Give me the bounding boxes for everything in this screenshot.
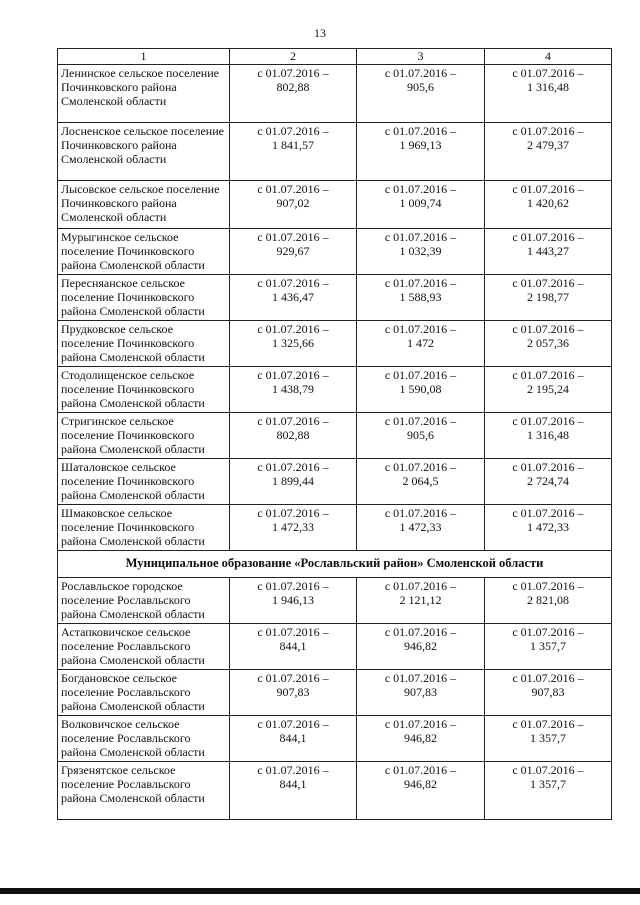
settlement-name: Лосненское сельское поселение Починковского района Смоленской области (58, 123, 230, 181)
table-row (58, 275, 612, 321)
value-amount: 929,67 (276, 244, 310, 258)
value-cell (230, 624, 357, 670)
settlement-name: Рославльское городское поселение Рославльского района Смоленской области (58, 578, 230, 624)
settlement-name: Стригинское сельское поселение Починковского района Смоленской области (58, 413, 230, 459)
table-row (58, 65, 612, 123)
value-cell (230, 716, 357, 762)
value-amount: 2 821,08 (527, 593, 569, 607)
value-period: с 01.07.2016 – (512, 671, 584, 685)
page-number: 13 (314, 26, 326, 40)
value-period: с 01.07.2016 – (257, 276, 329, 290)
settlement-name: Лысовское сельское поселение Починковского района Смоленской области (58, 181, 230, 229)
column-header-4: 4 (485, 49, 612, 65)
value-cell (357, 65, 485, 123)
column-header-2: 2 (230, 49, 357, 65)
value-amount: 907,83 (276, 685, 310, 699)
value-period: с 01.07.2016 – (512, 414, 584, 428)
value-amount: 802,88 (276, 80, 310, 94)
value-period: с 01.07.2016 – (384, 717, 457, 731)
value-amount: 1 472,33 (527, 520, 569, 534)
value-period: с 01.07.2016 – (257, 717, 329, 731)
value-amount: 1 032,39 (399, 244, 442, 258)
value-period: с 01.07.2016 – (384, 460, 457, 474)
value-amount: 1 946,13 (272, 593, 314, 607)
settlement-name: Стодолищенское сельское поселение Починковского района Смоленской области (58, 367, 230, 413)
value-period: с 01.07.2016 – (257, 671, 329, 685)
value-cell (357, 670, 485, 716)
value-amount: 1 438,79 (272, 382, 314, 396)
table-body (58, 65, 612, 820)
table-row (58, 624, 612, 670)
settlement-name: Волковичское сельское поселение Рославльского района Смоленской области (58, 716, 230, 762)
value-cell (230, 123, 357, 181)
table-row (58, 367, 612, 413)
value-cell (230, 275, 357, 321)
settlement-name: Мурыгинское сельское поселение Починковского района Смоленской области (58, 229, 230, 275)
value-period: с 01.07.2016 – (512, 506, 584, 520)
value-cell (357, 123, 485, 181)
value-amount: 2 121,12 (399, 593, 442, 607)
value-period: с 01.07.2016 – (384, 368, 457, 382)
table-row (58, 459, 612, 505)
value-cell (485, 321, 612, 367)
value-cell (485, 229, 612, 275)
value-cell (230, 321, 357, 367)
value-period: с 01.07.2016 – (512, 763, 584, 777)
table-row (58, 123, 612, 181)
value-period: с 01.07.2016 – (384, 124, 457, 138)
value-period: с 01.07.2016 – (257, 625, 329, 639)
table-row (58, 716, 612, 762)
value-cell (485, 762, 612, 820)
value-amount: 2 064,5 (402, 474, 439, 488)
value-cell (357, 275, 485, 321)
settlement-name: Богдановское сельское поселение Рославльского района Смоленской области (58, 670, 230, 716)
value-amount: 1 325,66 (272, 336, 314, 350)
value-cell (230, 65, 357, 123)
value-amount: 1 316,48 (527, 428, 569, 442)
value-period: с 01.07.2016 – (384, 230, 457, 244)
value-cell (230, 762, 357, 820)
value-amount: 1 969,13 (399, 138, 442, 152)
value-amount: 1 436,47 (272, 290, 314, 304)
value-cell (230, 229, 357, 275)
value-cell (485, 624, 612, 670)
value-amount: 905,6 (407, 80, 434, 94)
tariff-table (57, 48, 612, 820)
value-period: с 01.07.2016 – (257, 460, 329, 474)
value-cell (230, 181, 357, 229)
value-period: с 01.07.2016 – (384, 66, 457, 80)
value-amount: 1 899,44 (272, 474, 314, 488)
value-amount: 946,82 (404, 639, 437, 653)
value-period: с 01.07.2016 – (384, 276, 457, 290)
value-period: с 01.07.2016 – (257, 66, 329, 80)
value-cell (485, 413, 612, 459)
table-row (58, 505, 612, 551)
value-amount: 844,1 (279, 731, 307, 745)
value-period: с 01.07.2016 – (384, 579, 457, 593)
value-period: с 01.07.2016 – (257, 322, 329, 336)
value-amount: 1 590,08 (399, 382, 442, 396)
value-amount: 844,1 (279, 639, 307, 653)
value-amount: 907,02 (276, 196, 310, 210)
value-period: с 01.07.2016 – (512, 460, 584, 474)
table-row (58, 321, 612, 367)
value-cell (230, 670, 357, 716)
value-period: с 01.07.2016 – (512, 124, 584, 138)
value-cell (357, 716, 485, 762)
value-cell (485, 65, 612, 123)
value-amount: 2 057,36 (527, 336, 569, 350)
value-amount: 1 316,48 (527, 80, 569, 94)
value-period: с 01.07.2016 – (257, 414, 329, 428)
value-cell (357, 505, 485, 551)
value-period: с 01.07.2016 – (512, 66, 584, 80)
value-period: с 01.07.2016 – (512, 368, 584, 382)
value-amount: 1 357,7 (530, 731, 566, 745)
section-title: Муниципальное образование «Рославльский район» Смоленской области (58, 551, 612, 578)
value-amount: 1 472,33 (399, 520, 442, 534)
value-cell (230, 367, 357, 413)
value-cell (485, 459, 612, 505)
value-period: с 01.07.2016 – (512, 182, 584, 196)
value-cell (485, 505, 612, 551)
section-row (58, 551, 612, 578)
value-period: с 01.07.2016 – (384, 322, 457, 336)
value-period: с 01.07.2016 – (512, 625, 584, 639)
value-amount: 2 198,77 (527, 290, 569, 304)
value-cell (357, 181, 485, 229)
table-row (58, 578, 612, 624)
table-row (58, 670, 612, 716)
value-cell (357, 321, 485, 367)
column-header-1: 1 (58, 49, 230, 65)
value-cell (357, 578, 485, 624)
value-amount: 802,88 (276, 428, 310, 442)
value-period: с 01.07.2016 – (384, 763, 457, 777)
value-amount: 1 472,33 (272, 520, 314, 534)
value-amount: 844,1 (279, 777, 307, 791)
settlement-name: Грязенятское сельское поселение Рославльского района Смоленской области (58, 762, 230, 820)
value-period: с 01.07.2016 – (257, 579, 329, 593)
value-period: с 01.07.2016 – (512, 276, 584, 290)
value-period: с 01.07.2016 – (384, 414, 457, 428)
value-period: с 01.07.2016 – (512, 322, 584, 336)
value-amount: 2 479,37 (527, 138, 569, 152)
value-amount: 946,82 (404, 777, 437, 791)
value-cell (230, 459, 357, 505)
value-period: с 01.07.2016 – (384, 506, 457, 520)
value-period: с 01.07.2016 – (257, 182, 329, 196)
settlement-name: Шмаковское сельское поселение Починковского района Смоленской области (58, 505, 230, 551)
value-amount: 1 588,93 (399, 290, 442, 304)
settlement-name: Ленинское сельское поселение Починковского района Смоленской области (58, 65, 230, 123)
value-amount: 1 420,62 (527, 196, 569, 210)
value-amount: 1 357,7 (530, 639, 566, 653)
value-amount: 1 841,57 (272, 138, 314, 152)
settlement-name: Пересняанское сельское поселение Починковского района Смоленской области (58, 275, 230, 321)
value-cell (485, 367, 612, 413)
value-amount: 946,82 (404, 731, 437, 745)
settlement-name: Прудковское сельское поселение Починковского района Смоленской области (58, 321, 230, 367)
value-amount: 1 357,7 (530, 777, 566, 791)
table-row (58, 413, 612, 459)
value-cell (357, 624, 485, 670)
value-cell (357, 367, 485, 413)
value-cell (230, 413, 357, 459)
value-period: с 01.07.2016 – (257, 230, 329, 244)
settlement-name: Шаталовское сельское поселение Починковского района Смоленской области (58, 459, 230, 505)
value-period: с 01.07.2016 – (257, 368, 329, 382)
value-period: с 01.07.2016 – (512, 717, 584, 731)
table-header (58, 49, 612, 65)
page-bottom-rule (0, 888, 640, 894)
table-row (58, 229, 612, 275)
value-cell (485, 181, 612, 229)
value-cell (230, 578, 357, 624)
value-cell (357, 413, 485, 459)
value-amount: 1 443,27 (527, 244, 569, 258)
value-cell (485, 275, 612, 321)
value-cell (485, 123, 612, 181)
table-row (58, 762, 612, 820)
value-period: с 01.07.2016 – (257, 763, 329, 777)
value-period: с 01.07.2016 – (512, 579, 584, 593)
settlement-name: Астапковичское сельское поселение Рославльского района Смоленской области (58, 624, 230, 670)
value-period: с 01.07.2016 – (257, 124, 329, 138)
value-amount: 1 009,74 (399, 196, 442, 210)
value-cell (357, 762, 485, 820)
value-period: с 01.07.2016 – (257, 506, 329, 520)
value-amount: 907,83 (404, 685, 437, 699)
table-row (58, 181, 612, 229)
value-amount: 905,6 (407, 428, 434, 442)
value-period: с 01.07.2016 – (384, 671, 457, 685)
column-header-3: 3 (357, 49, 485, 65)
value-period: с 01.07.2016 – (384, 182, 457, 196)
value-amount: 907,83 (531, 685, 565, 699)
value-cell (485, 670, 612, 716)
value-cell (485, 578, 612, 624)
value-cell (357, 459, 485, 505)
value-amount: 2 724,74 (527, 474, 569, 488)
value-period: с 01.07.2016 – (384, 625, 457, 639)
value-cell (357, 229, 485, 275)
value-period: с 01.07.2016 – (512, 230, 584, 244)
value-amount: 2 195,24 (527, 382, 569, 396)
value-amount: 1 472 (407, 336, 434, 350)
value-cell (230, 505, 357, 551)
value-cell (485, 716, 612, 762)
